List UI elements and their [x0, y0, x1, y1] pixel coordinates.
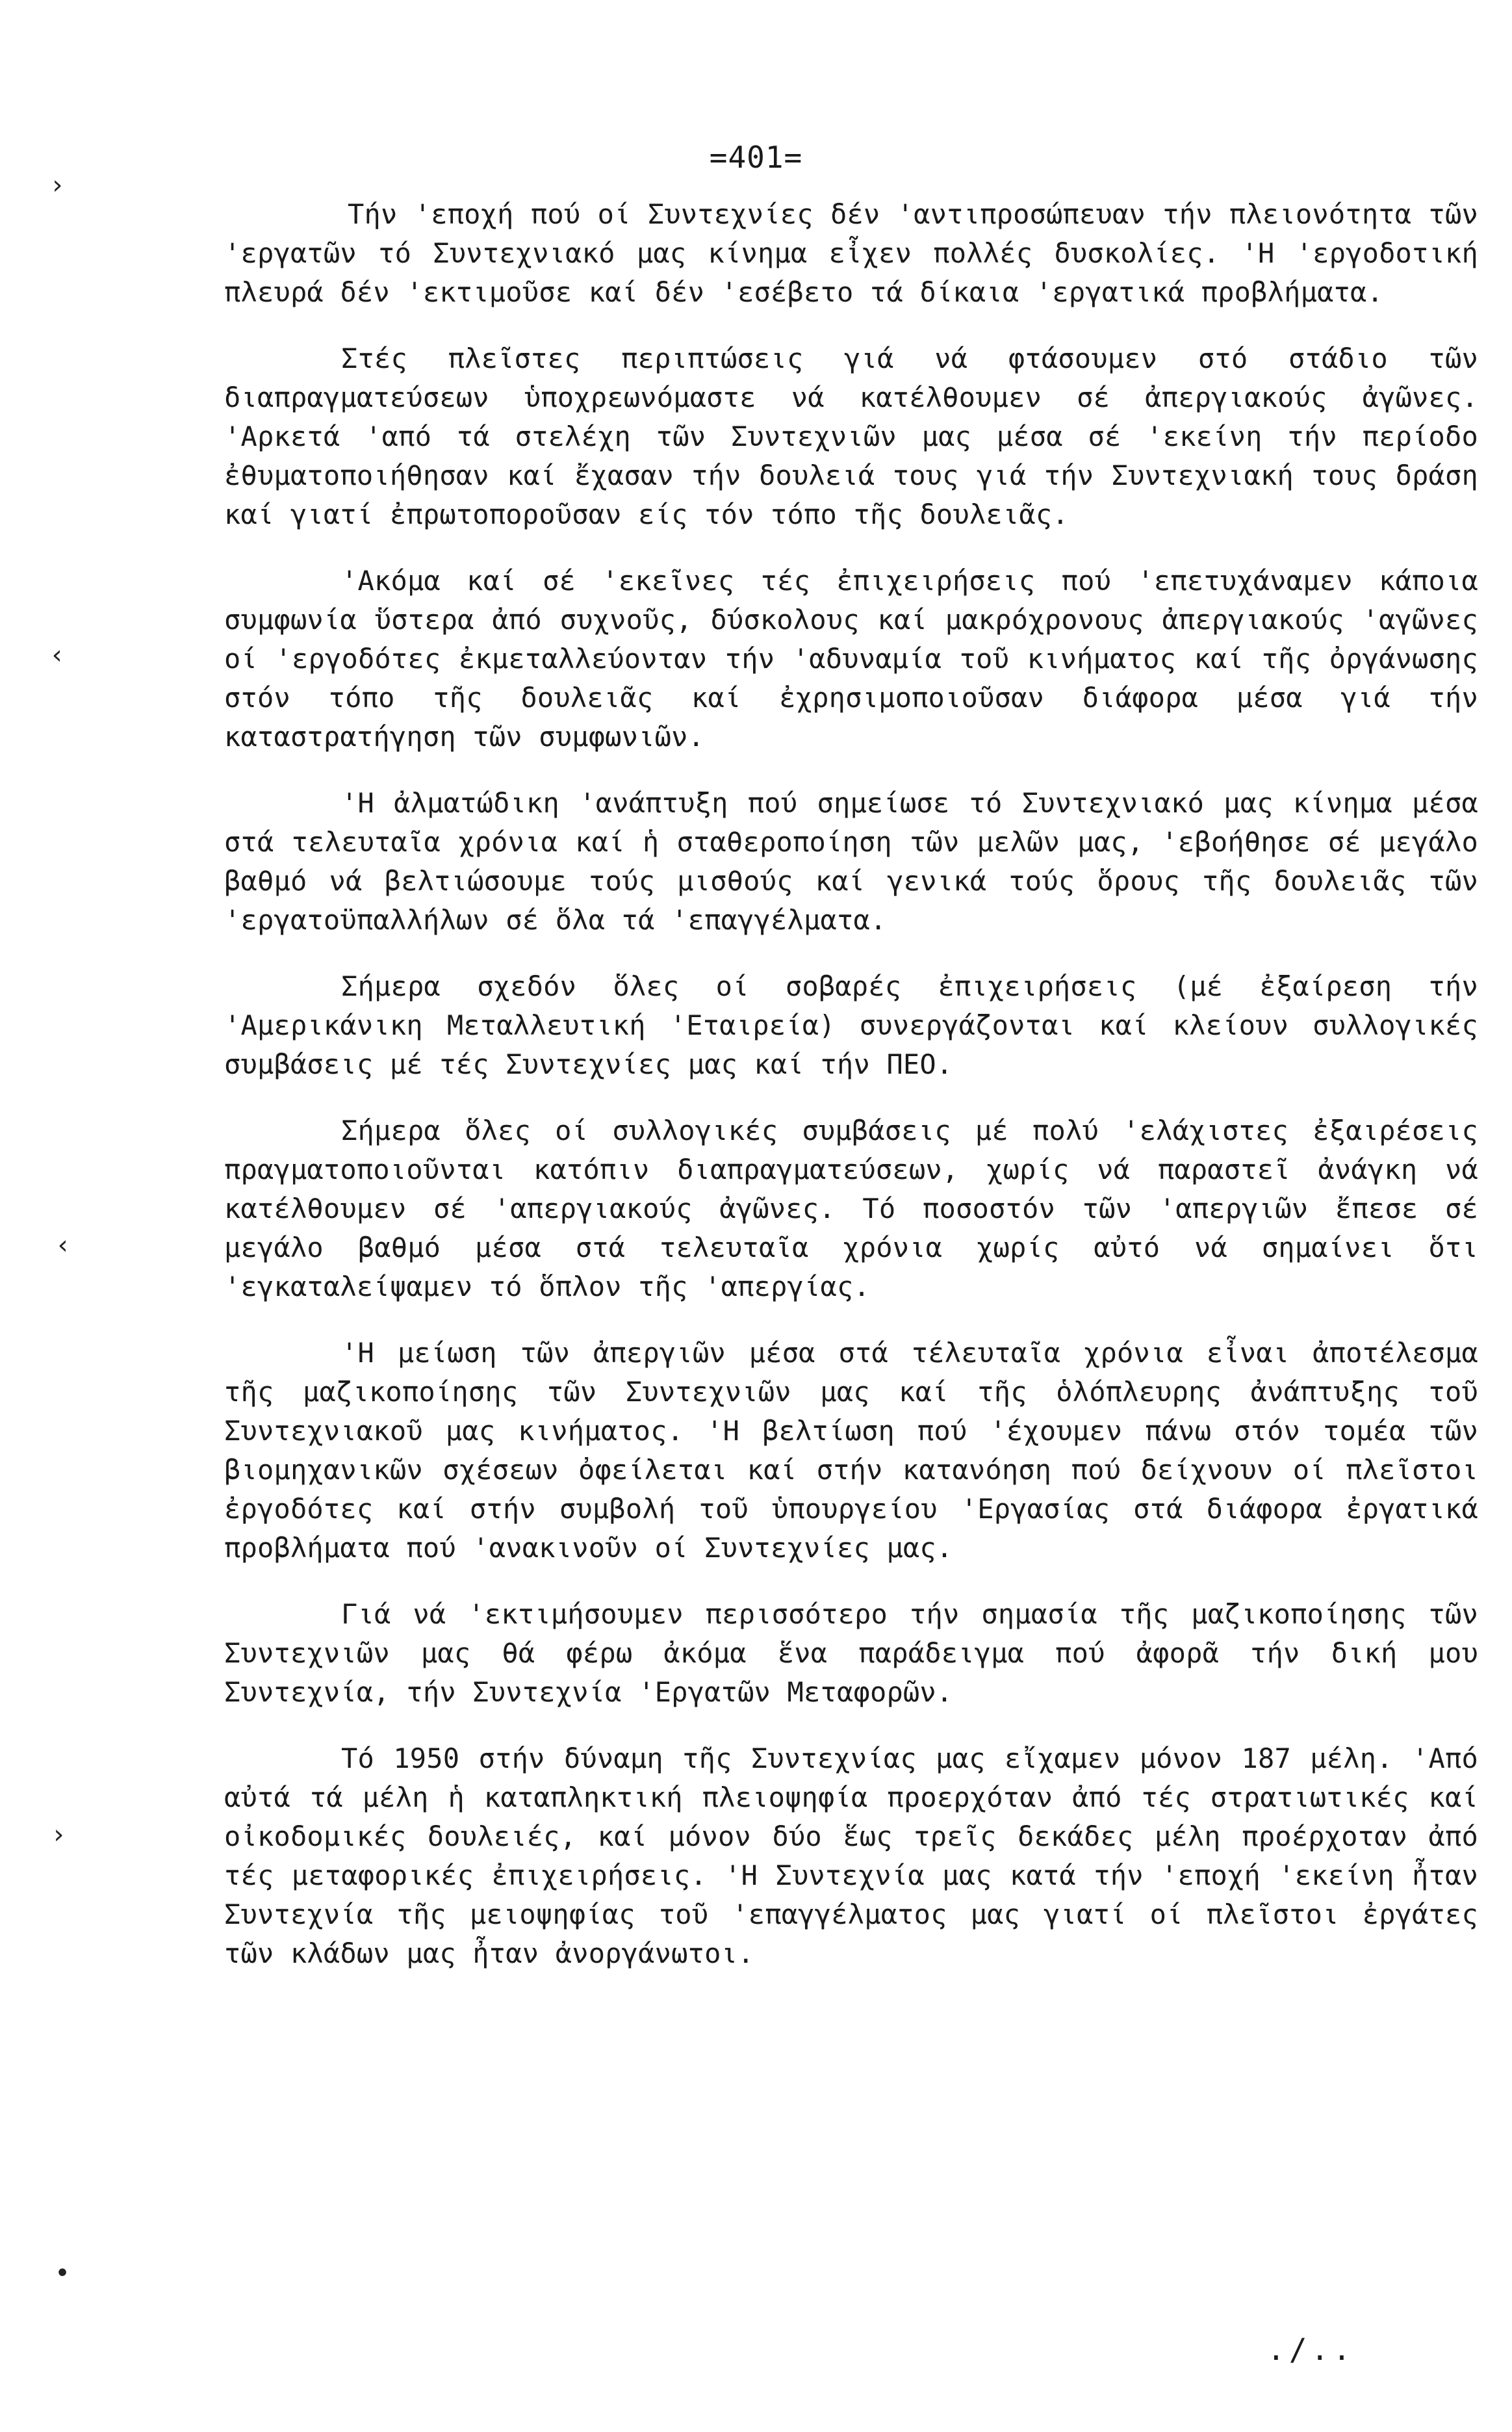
paragraph-5: Σήμερα σχεδόν ὅλες οί σοβαρές ἐπιχειρήσεις (μέ ἐξαίρεση τήν 'Αμερικάνικη Μεταλλευτική 'Εταιρεία) συνεργάζονται καί κλείουν συλλογικές συμβάσεις μέ τές Συντεχνίες μας καί τήν ΠΕΟ. [224, 970, 1478, 1080]
margin-mark-arrow: ‹ [49, 640, 66, 670]
paragraph-7: 'Η μείωση τῶν ἀπεργιῶν μέσα στά τέλευταῖα χρόνια εἶναι ἀποτέλεσμα τῆς μαζικοποίησης τῶν Συντεχνιῶν μας καί τῆς ὁλόπλευρης ἀνάπτυξης τοῦ Συντεχνιακοῦ μας κινήματος. 'Η βελτίωση πού 'έχουμεν πάνω στόν τομέα τῶν βιομηχανικῶν σχέσεων ὀφείλεται καί στήν κατανόηση πού δείχνουν οί πλεῖστοι ἐργοδότες καί στήν συμβολή τοῦ ὑπουργείου 'Εργασίας στά διάφορα ἐργατικά προβλήματα πού 'ανακινοῦν οί Συντεχνίες μας. [224, 1337, 1478, 1564]
continuation-mark: ./.. [1267, 2332, 1355, 2367]
paragraph-6: Σήμερα ὅλες οί συλλογικές συμβάσεις μέ πολύ 'ελάχιστες ἐξαιρέσεις πραγματοποιοῦνται κατόπιν διαπραγματεύσεων, χωρίς νά παραστεῖ ἀνάγκη νά κατέλθουμεν σέ 'απεργιακούς ἀγῶνες. Τό ποσοστόν τῶν 'απεργιῶν ἔπεσε σέ μεγάλο βαθμό μέσα στά τελευταῖα χρόνια χωρίς αὐτό νά σημαίνει ὅτι 'εγκαταλείψαμεν τό ὅπλον τῆς 'απεργίας. [224, 1115, 1478, 1302]
margin-mark-arrow: › [51, 1820, 67, 1850]
margin-mark-top-arrow: › [49, 170, 66, 200]
paragraph-3: 'Ακόμα καί σέ 'εκεῖνες τές ἐπιχειρήσεις πού 'επετυχάναμεν κάποια συμφωνία ὕστερα ἀπό συχνοῦς, δύσκολους καί μακρόχρονους ἀπεργιακούς 'αγῶνες οί 'εργοδότες ἐκμεταλλεύονταν τήν 'αδυναμία τοῦ κινήματος καί τῆς ὀργάνωσης στόν τόπο τῆς δουλειᾶς καί ἐχρησιμοποιοῦσαν διάφορα μέσα γιά τήν καταστρατήγηση τῶν συμφωνιῶν. [224, 565, 1478, 753]
margin-mark-arrow: ‹ [55, 1230, 71, 1260]
body-text [224, 195, 1478, 2000]
paragraph-2: Στές πλεῖστες περιπτώσεις γιά νά φτάσουμεν στό στάδιο τῶν διαπραγματεύσεων ὑποχρεωνόμαστε νά κατέλθουμεν σέ ἀπεργιακούς ἀγῶνες. 'Αρκετά 'από τά στελέχη τῶν Συντεχνιῶν μας μέσα σέ 'εκείνη τήν περίοδο ἐθυματοποιήθησαν καί ἔχασαν τήν δουλειά τους γιά τήν Συντεχνιακή τους δράση καί γιατί ἐπρωτοποροῦσαν είς τόν τόπο τῆς δουλειᾶς. [224, 343, 1478, 530]
paragraph-9: Τό 1950 στήν δύναμη τῆς Συντεχνίας μας εἴχαμεν μόνον 187 μέλη. 'Από αὐτά τά μέλη ἡ καταπληκτική πλειοψηφία προερχόταν ἀπό τές στρατιωτικές καί οἰκοδομικές δουλειές, καί μόνον δύο ἕως τρεῖς δεκάδες μέλη προέρχοταν ἀπό τές μεταφορικές ἐπιχειρήσεις. 'Η Συντεχνία μας κατά τήν 'εποχή 'εκείνη ἦταν Συντεχνία τῆς μειοψηφίας τοῦ 'επαγγέλματος μας γιατί οί πλεῖστοι ἐργάτες τῶν κλάδων μας ἦταν ἀνοργάνωτοι. [224, 1742, 1478, 1969]
paragraph-8: Γιά νά 'εκτιμήσουμεν περισσότερο τήν σημασία τῆς μαζικοποίησης τῶν Συντεχνιῶν μας θά φέρω ἀκόμα ἕνα παράδειγμα πού ἀφορᾶ τήν δική μου Συντεχνία, τήν Συντεχνία 'Εργατῶν Μεταφορῶν. [224, 1598, 1478, 1708]
paragraph-1: Τήν 'εποχή πού οί Συντεχνίες δέν 'αντιπροσώπευαν τήν πλειονότητα τῶν 'εργατῶν τό Συντεχνιακό μας κίνημα εἶχεν πολλές δυσκολίες. 'Η 'εργοδοτική πλευρά δέν 'εκτιμοῦσε καί δέν 'εσέβετο τά δίκαια 'εργατικά προβλήματα. [224, 198, 1478, 308]
paragraph-4: 'Η ἀλματώδικη 'ανάπτυξη πού σημείωσε τό Συντεχνιακό μας κίνημα μέσα στά τελευταῖα χρόνια καί ἡ σταθεροποίηση τῶν μελῶν μας, 'εβοήθησε σέ μεγάλο βαθμό νά βελτιώσουμε τούς μισθούς καί γενικά τούς ὅρους τῆς δουλειᾶς τῶν 'εργατοϋπαλλήλων σέ ὅλα τά 'επαγγέλματα. [224, 787, 1478, 936]
page-number: =401= [709, 140, 803, 175]
margin-mark-dot: • [55, 2258, 71, 2288]
